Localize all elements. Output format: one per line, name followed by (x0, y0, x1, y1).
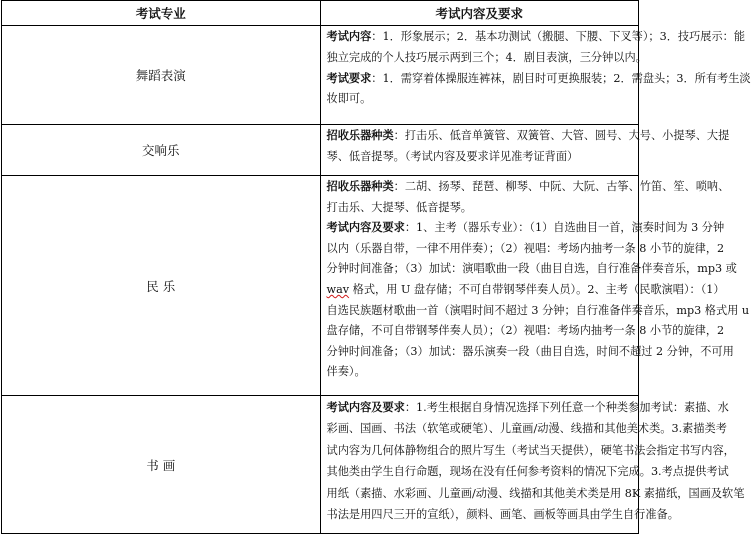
label-exam-content-requirements: 考试内容及要求 (326, 401, 405, 414)
label-exam-requirements: 考试要求 (326, 71, 372, 85)
major-painting: 书 画 (2, 396, 321, 534)
wav-text: wav (326, 282, 350, 296)
label-instruments: 招收乐器种类 (326, 180, 394, 193)
header-content: 考试内容及要求 (320, 1, 639, 26)
content-folk: 招收乐器种类：二胡、扬琴、琵琶、柳琴、中阮、大阮、古筝、竹笛、笙、唢呐、 打击乐、大提琴、低音提琴。 考试内容及要求：1、主考（器乐专业）：（1）自选曲目一首，演奏时间为 3 分钟 以内（乐器自带，一律不用伴奏）；（2）视唱：考场内抽考一条 8 小节的旋律，2 分钟时间准备；（3）加试：演唱歌曲一段（曲目自选，自行准备伴奏音乐，mp3 或 wav 格式，用 U 盘存储；不可自带钢琴伴奏人员）。2、主考（民歌演唱）：（1） 自选民族题材歌曲一首（演唱时间不超过 3 分钟；自行准备伴奏音乐，mp3 格式用 u 盘存储，不可自带钢琴伴奏人员）；（2）视唱：考场内抽考一条 8 小节的旋律，2 分钟时间准备；（3）加试：器乐演奏一段（曲目自选，时间不超过 2 分钟，不可用 伴奏）。 (320, 176, 639, 396)
major-folk: 民 乐 (2, 176, 321, 396)
content-dance: 考试内容：1．形象展示；2．基本功测试（搬腿、下腰、下叉等）；3．技巧展示：能 独立完成的个人技巧展示两到三个；4．剧目表演，三分钟以内。 考试要求：1．需穿着体操服连裤袜，剧目时可更换服装；2．需盘头；3．所有考生淡 妆即可。 (320, 26, 639, 125)
label-exam-content-requirements: 考试内容及要求 (326, 221, 405, 235)
major-dance: 舞蹈表演 (2, 26, 321, 125)
content-painting: 考试内容及要求：1.考生根据自身情况选择下列任意一个种类参加考试：素描、水 彩画、国画、书法（软笔或硬笔）、儿童画/动漫、线描和其他美术类。3.素描类考 试内容为几何体静物组合的照片写生（考试当天提供），硬笔书法会指定书写内容， 其他类由学生自行命题，现场在没有任何参考资料的情况下完成。3.考点提供考试 用纸（素描、水彩画、儿童画/动漫、线描和其他美术类是用 8K 素描纸，国画及软笔 书法是用四尺三开的宣纸），颜料、画笔、画板等画具由学生自行准备。 (320, 396, 639, 534)
table-row-painting (2, 396, 639, 534)
major-symphony: 交响乐 (2, 125, 321, 176)
label-exam-content: 考试内容 (326, 30, 372, 43)
header-major: 考试专业 (2, 1, 321, 26)
table-row-dance (2, 26, 639, 125)
label-instruments: 招收乐器种类 (326, 129, 394, 142)
exam-requirements-table (1, 0, 751, 534)
table-row-folk (2, 176, 639, 396)
header-row (2, 1, 639, 26)
content-symphony: 招收乐器种类：打击乐、低音单簧管、双簧管、大管、圆号、大号、小提琴、大提 琴、低音提琴。（考试内容及要求详见准考证背面） (320, 125, 639, 176)
table-row-symphony (2, 125, 639, 176)
